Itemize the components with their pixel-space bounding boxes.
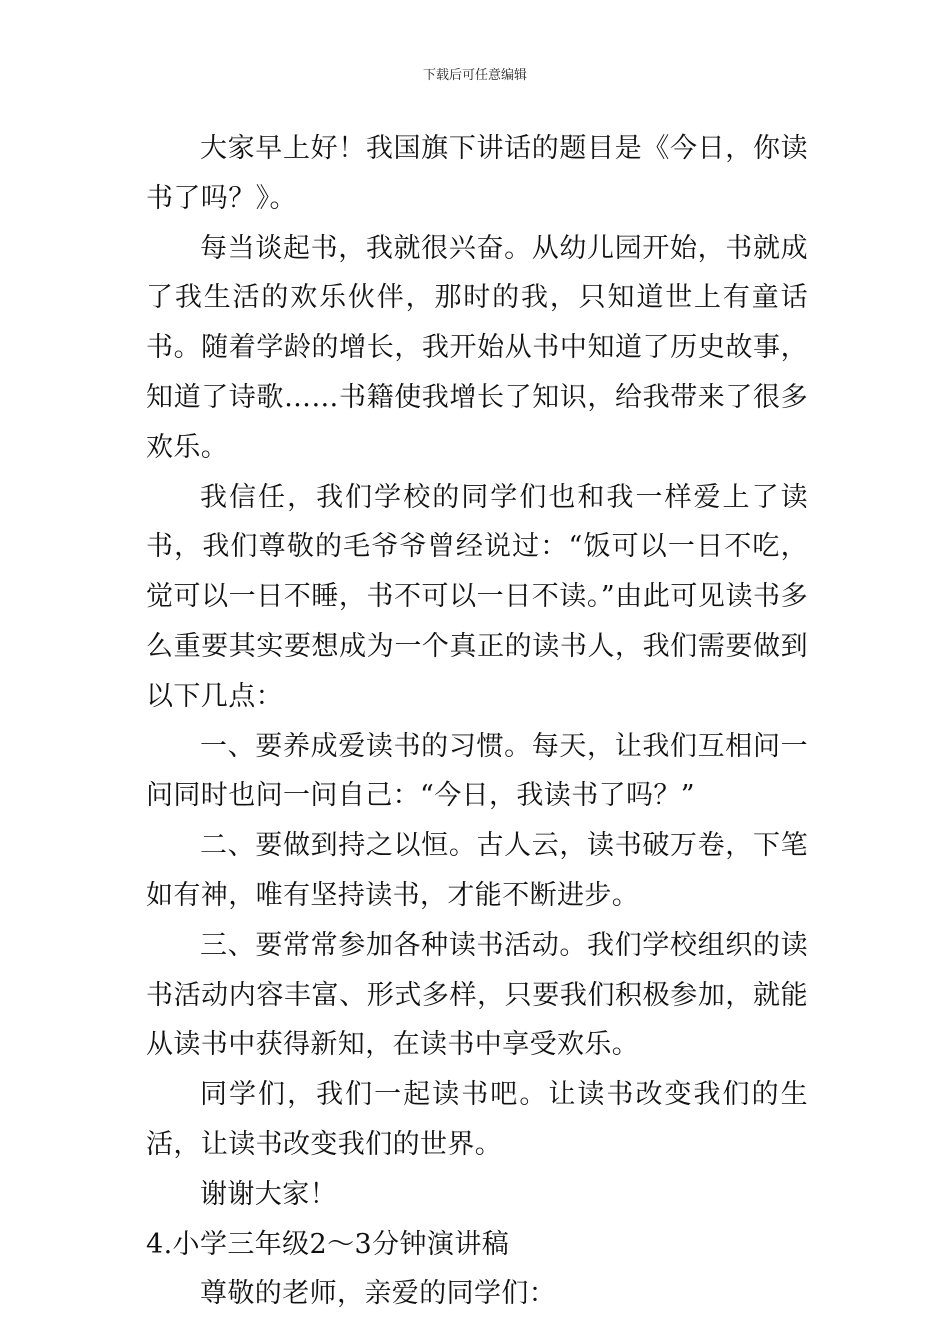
paragraph-importance: 我信任，我们学校的同学们也和我一样爱上了读书，我们尊敬的毛爷爷曾经说过：“饭可以一日不吃，觉可以一日不睡，书不可以一日不读。”由此可见读书多么重要其实要想成为一个真正的读书人，我们需要做到以下几点： [146, 481, 808, 712]
document-body [146, 124, 808, 1319]
header-note: 下载后可任意编辑 [422, 68, 527, 83]
paragraph-thanks: 谢谢大家！ [200, 1178, 337, 1210]
paragraph-salutation: 尊敬的老师，亲爱的同学们： [200, 1278, 557, 1310]
section-heading: 4.小学三年级2～3分钟演讲稿 [146, 1228, 510, 1260]
paragraph-point-three: 三、要常常参加各种读书活动。我们学校组织的读书活动内容丰富、形式多样，只要我们积极参加，就能从读书中获得新知，在读书中享受欢乐。 [146, 929, 808, 1061]
paragraph-greeting-morning: 大家早上好！我国旗下讲话的题目是《今日，你读书了吗？》。 [146, 133, 808, 214]
paragraph-point-one: 一、要养成爱读书的习惯。每天，让我们互相问一问同时也问一问自己：“今日，我读书了吗？” [146, 730, 808, 812]
paragraph-books-joy: 每当谈起书，我就很兴奋。从幼儿园开始，书就成了我生活的欢乐伙伴，那时的我，只知道世上有童话书。随着学龄的增长，我开始从书中知道了历史故事，知道了诗歌……书籍使我增长了知识，给我带来了很多欢乐。 [146, 232, 808, 463]
paragraph-call-to-read: 同学们，我们一起读书吧。让读书改变我们的生活，让读书改变我们的世界。 [146, 1079, 808, 1160]
paragraph-point-two: 二、要做到持之以恒。古人云，读书破万卷，下笔如有神，唯有坚持读书，才能不断进步。 [146, 830, 808, 911]
